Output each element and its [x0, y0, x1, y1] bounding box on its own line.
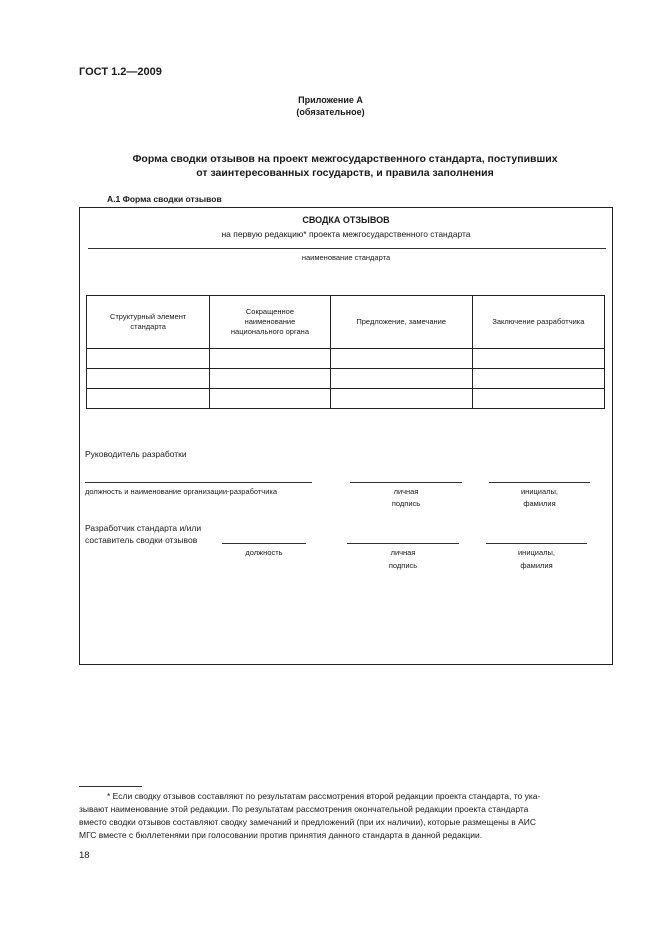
table-cell	[87, 349, 210, 369]
head-of-development-label: Руководитель разработки	[85, 449, 187, 459]
table-row	[87, 349, 605, 369]
position-caption: должность и наименование организации-разработчика	[85, 487, 278, 496]
table-cell	[210, 369, 330, 389]
table-row	[87, 369, 605, 389]
table-cell	[330, 349, 472, 369]
signature-line	[350, 482, 462, 483]
section-label: А.1 Форма сводки отзывов	[107, 194, 222, 204]
standard-name-line	[88, 248, 606, 249]
signature-caption-2: подпись	[391, 499, 421, 508]
document-code: ГОСТ 1.2—2009	[79, 66, 162, 78]
table-cell	[210, 349, 330, 369]
table-cell	[472, 389, 604, 409]
position-line	[85, 482, 312, 483]
footnote-line-1: * Если сводку отзывов составляют по результатам рассмотрения второй редакции проекта стандарта, то ука-	[107, 791, 541, 801]
position-line	[222, 543, 306, 544]
page-number: 18	[79, 850, 90, 861]
table-header-row	[87, 296, 605, 349]
heading-line-2: от заинтересованных государств, и правила заполнения	[196, 167, 494, 179]
standard-name-caption: наименование стандарта	[301, 253, 391, 262]
signature-line	[347, 543, 459, 544]
signature-caption-2: подпись	[388, 561, 418, 570]
form-frame	[79, 207, 613, 665]
header-national-body: Сокращенное наименование национального органа	[210, 296, 330, 349]
developer-label-1: Разработчик стандарта и/или	[85, 523, 202, 533]
signature-caption-1: личная	[393, 487, 419, 496]
name-caption-1: инициалы,	[517, 548, 556, 557]
position-caption: должность	[245, 548, 283, 557]
name-caption-2: фамилия	[523, 499, 556, 508]
footnote-line-4: МГС вместе с бюллетенями при голосовании против принятия данного стандарта в данной редакции.	[79, 830, 483, 840]
form-title: СВОДКА ОТЗЫВОВ	[302, 215, 390, 225]
table-cell	[87, 369, 210, 389]
name-caption-2: фамилия	[520, 561, 553, 570]
footnote-separator	[79, 786, 142, 787]
reviews-table	[86, 295, 605, 409]
table-cell	[330, 389, 472, 409]
appendix-title: Приложение А	[298, 95, 363, 105]
heading-line-1: Форма сводки отзывов на проект межгосударственного стандарта, поступивших	[132, 153, 558, 165]
signature-caption-1: личная	[390, 548, 416, 557]
table-cell	[472, 349, 604, 369]
footnote-line-2: зывают наименование этой редакции. По результатам рассмотрения окончательной редакции проекта стандарта	[79, 804, 529, 814]
header-developer-conclusion: Заключение разработчика	[472, 296, 604, 349]
table-cell	[210, 389, 330, 409]
table-cell	[87, 389, 210, 409]
form-subtitle: на первую редакцию* проекта межгосударственного стандарта	[221, 229, 471, 239]
footnote-line-3: вместо сводки отзывов составляют сводку замечаний и предложений (при их наличии), которые размещены в АИС	[79, 817, 537, 827]
table-cell	[330, 369, 472, 389]
name-line	[489, 482, 590, 483]
table-row	[87, 389, 605, 409]
name-line	[486, 543, 587, 544]
appendix-status: (обязательное)	[296, 107, 365, 117]
header-proposal: Предложение, замечание	[330, 296, 472, 349]
header-structural-element: Структурный элемент стандарта	[87, 296, 210, 349]
developer-label-2: составитель сводки отзывов	[85, 535, 198, 545]
table-cell	[472, 369, 604, 389]
name-caption-1: инициалы,	[520, 487, 559, 496]
